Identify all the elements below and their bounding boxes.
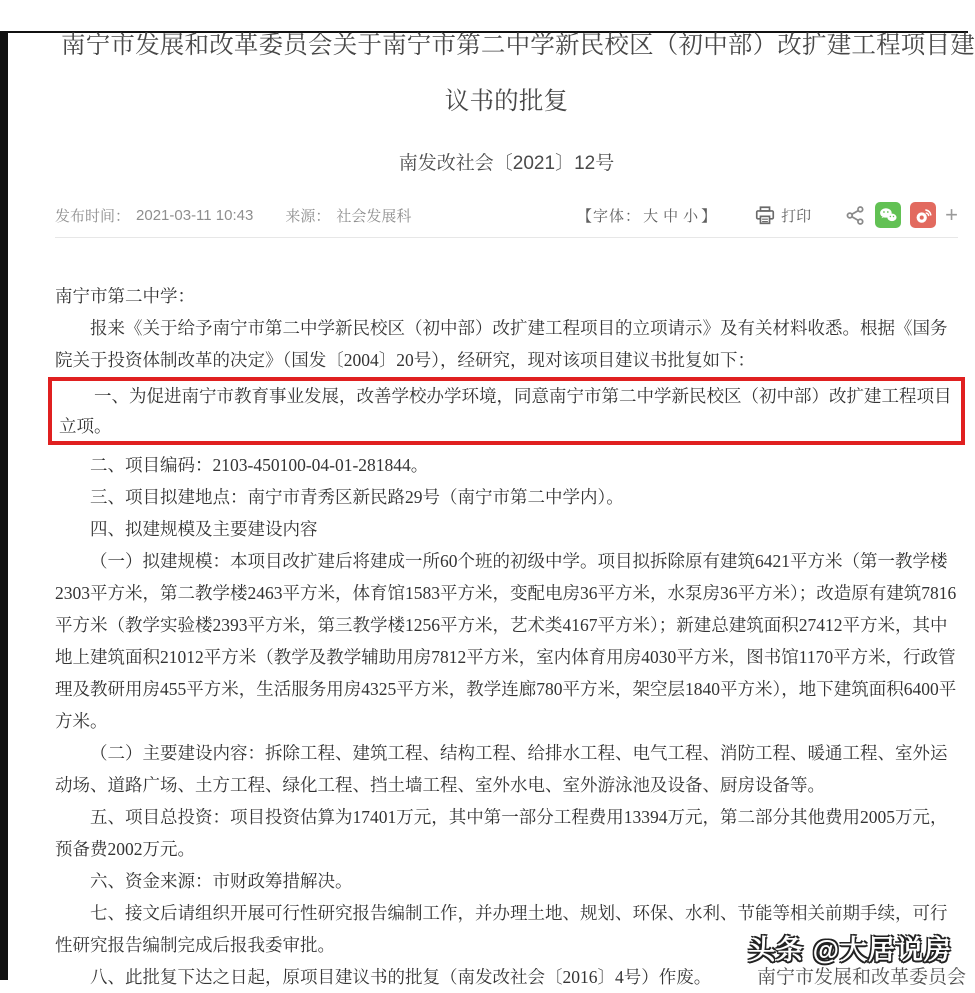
print-button-label: 打印: [781, 207, 812, 225]
source-label: 来源：: [285, 207, 331, 225]
font-size-control: [577, 205, 717, 226]
left-edge-border: [0, 31, 8, 980]
highlighted-clause: 一、为促进南宁市教育事业发展，改善学校办学环境，同意南宁市第二中学新民校区（初中部）改扩建工程项目立项。: [59, 386, 952, 436]
meta-actions: [577, 202, 958, 228]
highlight-red-box: [48, 377, 965, 445]
toutiao-watermark: 头条 @大居说房: [748, 935, 952, 965]
printer-icon: [755, 206, 775, 225]
page-title-line2: 议书的批复: [444, 88, 569, 115]
clause-total-investment: 五、项目总投资：项目投资估算为17401万元，其中第一部分工程费用13394万元，第二部分其他费用2005万元，预备费2002万元。: [55, 807, 948, 859]
font-size-medium-button[interactable]: 中: [663, 207, 680, 225]
meta-left: [55, 205, 411, 226]
clause-construction-content: （二）主要建设内容：拆除工程、建筑工程、结构工程、给排水工程、电气工程、消防工程、暖通工程、室外运动场、道路广场、土方工程、绿化工程、挡土墙工程、室外水电、室外游泳池及设备、厨房设备等。: [55, 743, 948, 795]
issuer-signature: 南宁市发展和改革委员会: [756, 967, 966, 988]
clause-scale-detail: （一）拟建规模：本项目改扩建后将建成一所60个班的初级中学。项目拟拆除原有建筑6421平方米（第一教学楼2303平方米，第二教学楼2463平方米，体育馆1583平方米，变配电房36平方米，水泵房36平方米）；改造原有建筑7816平方米（教学实验楼2393平方米，第三教学楼1256平方米，艺术类4167平方米）；新建总建筑面积27412平方米，其中地上建筑面积21012平方米（教学及教学辅助用房7812平方米，室内体育用房4030平方米，图书馆1170平方米，行政管理及教研用房455平方米，生活服务用房4325平方米，教学连廊780平方米，架空层1840平方米），地下建筑面积6400平方米。: [55, 551, 957, 731]
document-body: [55, 280, 958, 993]
clause-location: 三、项目拟建地点：南宁市青秀区新民路29号（南宁市第二中学内）。: [90, 487, 624, 507]
clause-funding-source: 六、资金来源：市财政筹措解决。: [90, 871, 353, 891]
publish-time-value: 2021-03-11 10:43: [136, 206, 254, 224]
clause-project-code: 二、项目编码：2103-450100-04-01-281844。: [90, 455, 429, 475]
document-page: [0, 31, 975, 988]
meta-divider: [55, 237, 958, 238]
meta-bar: [55, 201, 958, 229]
document-number: 南发改社会〔2021〕12号: [398, 153, 615, 174]
font-control-prefix: 【字体：: [577, 207, 642, 225]
wechat-share-icon[interactable]: [875, 202, 901, 228]
print-button[interactable]: [755, 205, 811, 226]
font-control-suffix: 】: [701, 207, 718, 225]
share-group: [845, 202, 958, 228]
font-size-small-button[interactable]: 小: [683, 207, 700, 225]
publish-time-label: 发布时间：: [55, 207, 131, 225]
weibo-share-icon[interactable]: [910, 202, 936, 228]
page-title-line1: 南宁市发展和改革委员会关于南宁市第二中学新民校区（初中部）改扩建工程项目建: [61, 32, 975, 59]
share-nodes-icon[interactable]: [845, 205, 866, 226]
source-value: 社会发展科: [336, 207, 412, 225]
intro-paragraph: 报来《关于给予南宁市第二中学新民校区（初中部）改扩建工程项目的立项请示》及有关材料收悉。根据《国务院关于投资体制改革的决定》（国发〔2004〕20号），经研究，现对该项目建议书批复如下：: [55, 318, 948, 370]
clause-revocation: 八、此批复下达之日起，原项目建议书的批复（南发改社会〔2016〕4号）作废。: [90, 967, 712, 987]
font-size-large-button[interactable]: 大: [643, 207, 660, 225]
page-content: [8, 31, 975, 993]
clause-next-steps: 七、接文后请组织开展可行性研究报告编制工作，并办理土地、规划、环保、水利、节能等相关前期手续，可行性研究报告编制完成后报我委审批。: [55, 903, 948, 955]
salutation: 南宁市第二中学：: [55, 286, 195, 306]
more-share-plus-icon[interactable]: +: [945, 202, 958, 227]
clause-scale-heading: 四、拟建规模及主要建设内容: [90, 519, 318, 539]
